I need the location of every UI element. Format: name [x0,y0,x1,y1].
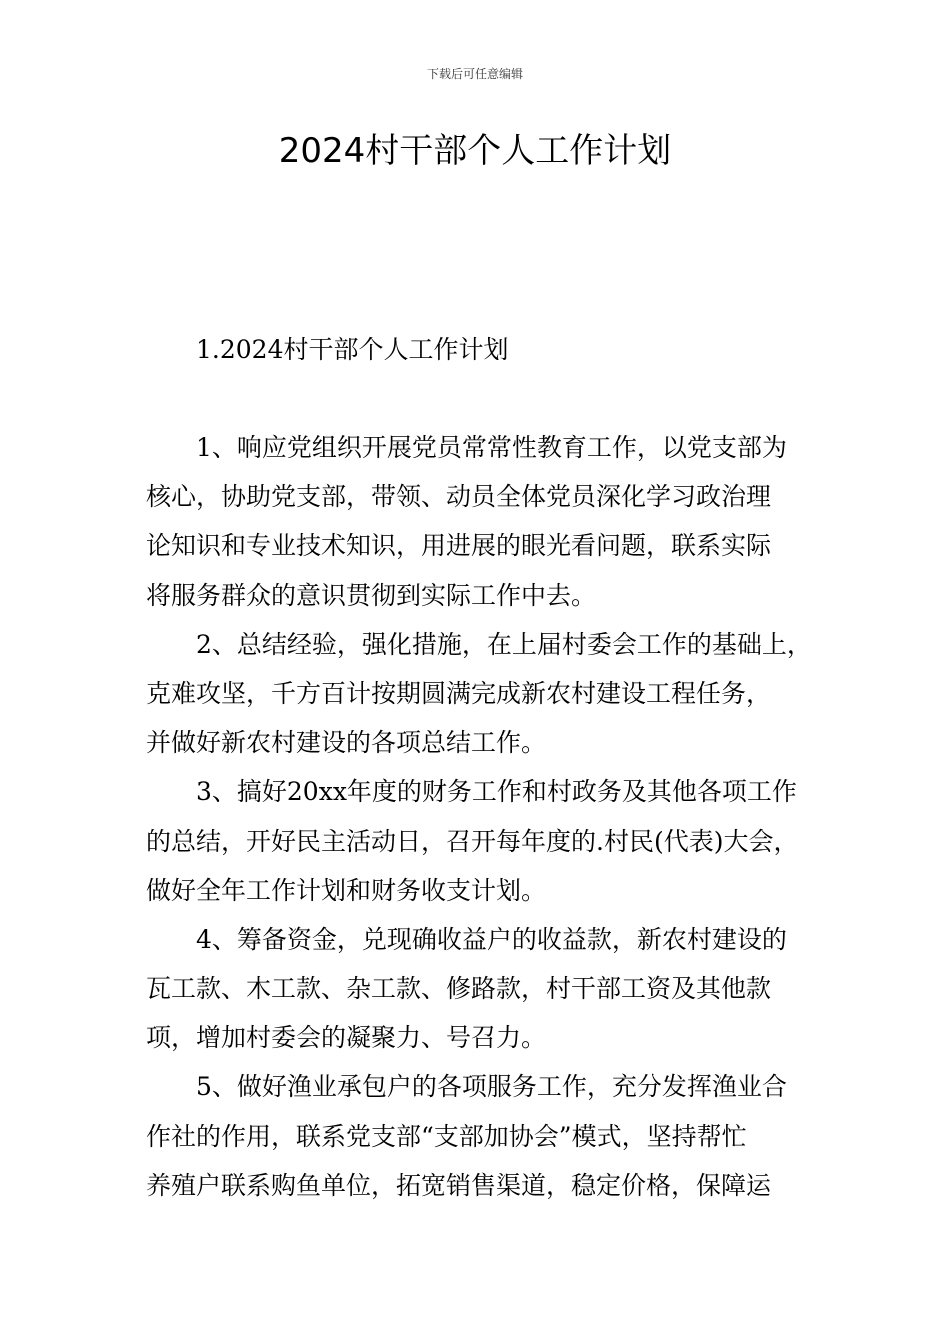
paragraph-line: 克难攻坚，千方百计按期圆满完成新农村建设工程任务， [146,678,772,708]
paragraph-line: 并做好新农村建设的各项总结工作。 [146,728,547,758]
paragraph-line: 4、筹备资金，兑现确收益户的收益款，新农村建设的 [196,924,787,954]
paragraph-line: 5、做好渔业承包户的各项服务工作，充分发挥渔业合 [196,1072,787,1102]
paragraph-line: 核心，协助党支部，带领、动员全体党员深化学习政治理 [146,482,772,512]
paragraph-line: 作社的作用，联系党支部“支部加协会”模式，坚持帮忙 [146,1121,747,1151]
paragraph-line: 论知识和专业技术知识，用进展的眼光看问题，联系实际 [146,531,772,561]
paragraph-line: 瓦工款、木工款、杂工款、修路款，村干部工资及其他款 [146,974,772,1004]
paragraph-line: 将服务群众的意识贯彻到实际工作中去。 [146,580,597,610]
paragraph-line: 养殖户联系购鱼单位，拓宽销售渠道，稳定价格，保障运 [146,1170,772,1200]
section-heading: 1.2024村干部个人工作计划 [196,335,509,364]
paragraph-line: 1、响应党组织开展党员常常性教育工作，以党支部为 [196,433,787,462]
paragraph-line: 2、总结经验，强化措施，在上届村委会工作的基础上， [196,629,812,659]
paragraph-line: 的总结，开好民主活动日，召开每年度的.村民(代表)大会， [146,826,799,856]
paragraph-line: 项，增加村委会的凝聚力、号召力。 [146,1023,547,1053]
body-text [146,423,826,1210]
paragraph-line: 做好全年工作计划和财务收支计划。 [146,875,547,905]
document-title: 2024村干部个人工作计划 [278,131,672,171]
paragraph-line: 3、搞好20xx年度的财务工作和村政务及其他各项工作 [196,777,797,807]
header-note: 下载后可任意编辑 [426,67,523,81]
